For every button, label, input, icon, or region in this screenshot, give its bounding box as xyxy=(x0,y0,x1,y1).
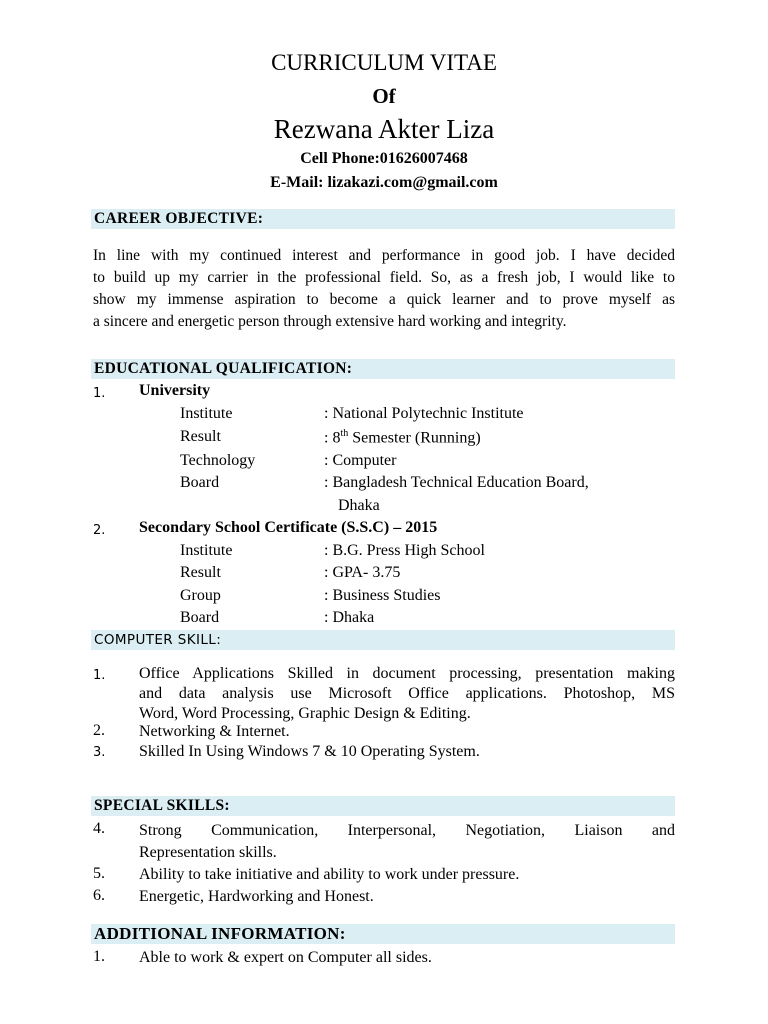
list-number: 6. xyxy=(93,887,105,904)
section-heading: COMPUTER SKILL: xyxy=(94,632,222,648)
section-heading: EDUCATIONAL QUALIFICATION: xyxy=(94,360,353,377)
field-label: Result xyxy=(180,428,221,445)
section-education xyxy=(91,359,675,379)
cv-title: CURRICULUM VITAE xyxy=(271,50,497,75)
additional-info-item: Able to work & expert on Computer all sides. xyxy=(139,949,432,966)
university-title: University xyxy=(139,382,211,399)
value-part: : 8 xyxy=(324,429,341,447)
career-line: a sincere and energetic person through extensive hard working and integrity. xyxy=(93,313,567,330)
ssc-title: Secondary School Certificate (S.S.C) – 2015 xyxy=(139,519,438,536)
section-special-skills xyxy=(91,796,675,816)
field-value: : Bangladesh Technical Education Board, xyxy=(324,474,589,491)
computer-skill-item: Skilled In Using Windows 7 & 10 Operating System. xyxy=(139,743,480,760)
field-value: : National Polytechnic Institute xyxy=(324,405,524,422)
field-label: Board xyxy=(180,474,220,491)
field-value xyxy=(324,428,481,447)
superscript: th xyxy=(340,428,349,439)
computer-skill-item xyxy=(139,664,675,724)
section-computer-skill xyxy=(91,630,675,650)
list-number: 1. xyxy=(93,948,105,965)
field-label: Technology xyxy=(180,452,256,469)
list-number: 5. xyxy=(93,865,105,882)
special-skill-item xyxy=(139,820,675,864)
item-line: Word, Word Processing, Graphic Design & Editing. xyxy=(139,705,471,722)
item-line: Office Applications Skilled in document processing, presentation making xyxy=(139,665,675,682)
career-objective-text xyxy=(93,245,675,333)
section-career-objective xyxy=(91,209,675,229)
field-value-continued: Dhaka xyxy=(338,497,380,514)
list-number: 1. xyxy=(93,668,106,683)
item-line: Strong Communication, Interpersonal, Negotiation, Liaison and xyxy=(139,822,675,839)
special-skill-item: Energetic, Hardworking and Honest. xyxy=(139,888,374,905)
field-label: Board xyxy=(180,609,220,626)
computer-skill-item: Networking & Internet. xyxy=(139,723,290,740)
field-value: : GPA- 3.75 xyxy=(324,564,401,581)
value-part: Semester (Running) xyxy=(348,429,481,447)
field-value: : B.G. Press High School xyxy=(324,542,485,559)
item-line: Representation skills. xyxy=(139,844,277,861)
field-value: : Dhaka xyxy=(324,609,375,626)
career-line: to build up my carrier in the professional field. So, as a fresh job, I would like to xyxy=(93,269,675,286)
field-label: Institute xyxy=(180,542,233,559)
section-heading: ADDITIONAL INFORMATION: xyxy=(94,924,346,943)
field-value: : Computer xyxy=(324,452,397,469)
career-line: In line with my continued interest and performance in good job. I have decided xyxy=(93,247,675,264)
career-line: show my immense aspiration to become a quick learner and to prove myself as xyxy=(93,291,675,308)
list-number: 4. xyxy=(93,820,105,837)
field-label: Group xyxy=(180,587,221,604)
field-value: : Business Studies xyxy=(324,587,441,604)
item-line: and data analysis use Microsoft Office applications. Photoshop, MS xyxy=(139,685,675,702)
special-skill-item: Ability to take initiative and ability to work under pressure. xyxy=(139,866,520,883)
email: E-Mail: lizakazi.com@gmail.com xyxy=(270,174,498,191)
list-number: 1. xyxy=(93,386,106,401)
list-number: 2. xyxy=(93,722,105,739)
section-heading: CAREER OBJECTIVE: xyxy=(94,210,264,227)
field-label: Result xyxy=(180,564,221,581)
cell-phone: Cell Phone:01626007468 xyxy=(300,150,468,167)
list-number: 2. xyxy=(93,523,106,538)
cv-of: Of xyxy=(372,84,396,108)
section-additional-info xyxy=(91,924,675,944)
list-number: 3. xyxy=(93,745,106,760)
cv-name: Rezwana Akter Liza xyxy=(273,114,495,144)
field-label: Institute xyxy=(180,405,233,422)
section-heading: SPECIAL SKILLS: xyxy=(94,797,230,814)
